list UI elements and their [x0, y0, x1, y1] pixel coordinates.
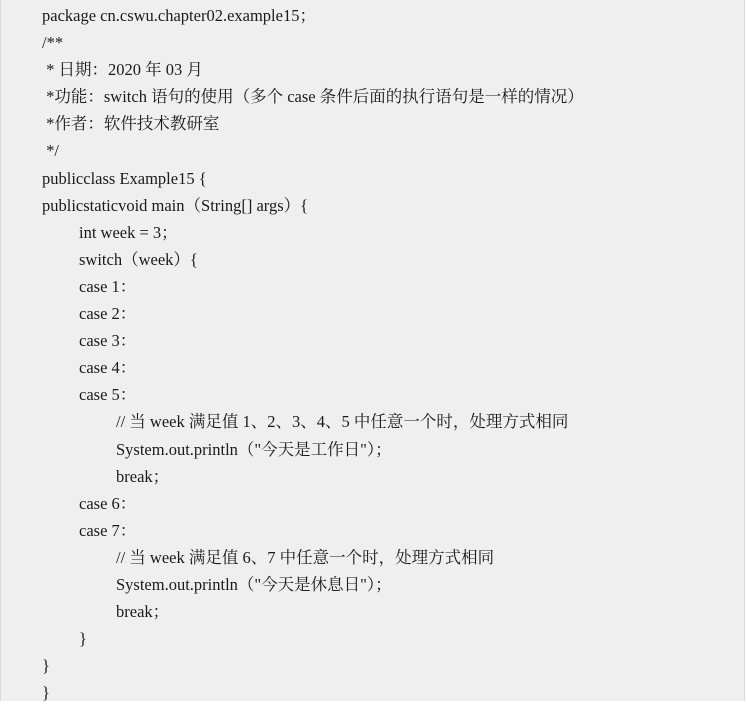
code-line-println-workday: System.out.println（"今天是工作日"）；	[116, 439, 392, 459]
code-line-doc-start: /**	[42, 33, 64, 53]
code-line-main-close: }	[42, 656, 50, 676]
code-line-case-1: case 1：	[79, 276, 137, 296]
code-line-case-3: case 3：	[79, 331, 137, 351]
code-line-comment-workday: // 当 week 满足值 1、2、3、4、5 中任意一个时，处理方式相同	[116, 412, 569, 432]
code-line-doc-function: *功能：switch 语句的使用（多个 case 条件后面的执行语句是一样的情况）	[42, 87, 584, 107]
code-line-doc-end: */	[42, 141, 59, 161]
code-line-doc-date: * 日期：2020 年 03 月	[42, 60, 203, 80]
code-line-case-4: case 4：	[79, 358, 137, 378]
code-line-case-2: case 2：	[79, 304, 137, 324]
code-lines	[1, 2, 744, 706]
code-line-case-5: case 5：	[79, 385, 137, 405]
code-line-class-decl: publicclass Example15 {	[42, 168, 207, 188]
code-line-break-2: break；	[116, 602, 170, 622]
code-line-comment-restday: // 当 week 满足值 6、7 中任意一个时，处理方式相同	[116, 547, 495, 567]
code-line-println-restday: System.out.println（"今天是休息日"）；	[116, 574, 392, 594]
code-line-switch: switch（week）{	[79, 249, 198, 269]
code-line-doc-author: *作者：软件技术教研室	[42, 114, 220, 134]
code-line-break-1: break；	[116, 466, 170, 486]
code-line-case-6: case 6：	[79, 493, 137, 513]
code-line-week-decl: int week = 3；	[79, 222, 178, 242]
code-line-class-close: }	[42, 683, 50, 703]
code-line-package: package cn.cswu.chapter02.example15；	[42, 6, 316, 25]
code-line-switch-close: }	[79, 629, 87, 649]
code-line-case-7: case 7：	[79, 520, 137, 540]
code-line-main-decl: publicstaticvoid main（String[] args）{	[42, 195, 309, 215]
